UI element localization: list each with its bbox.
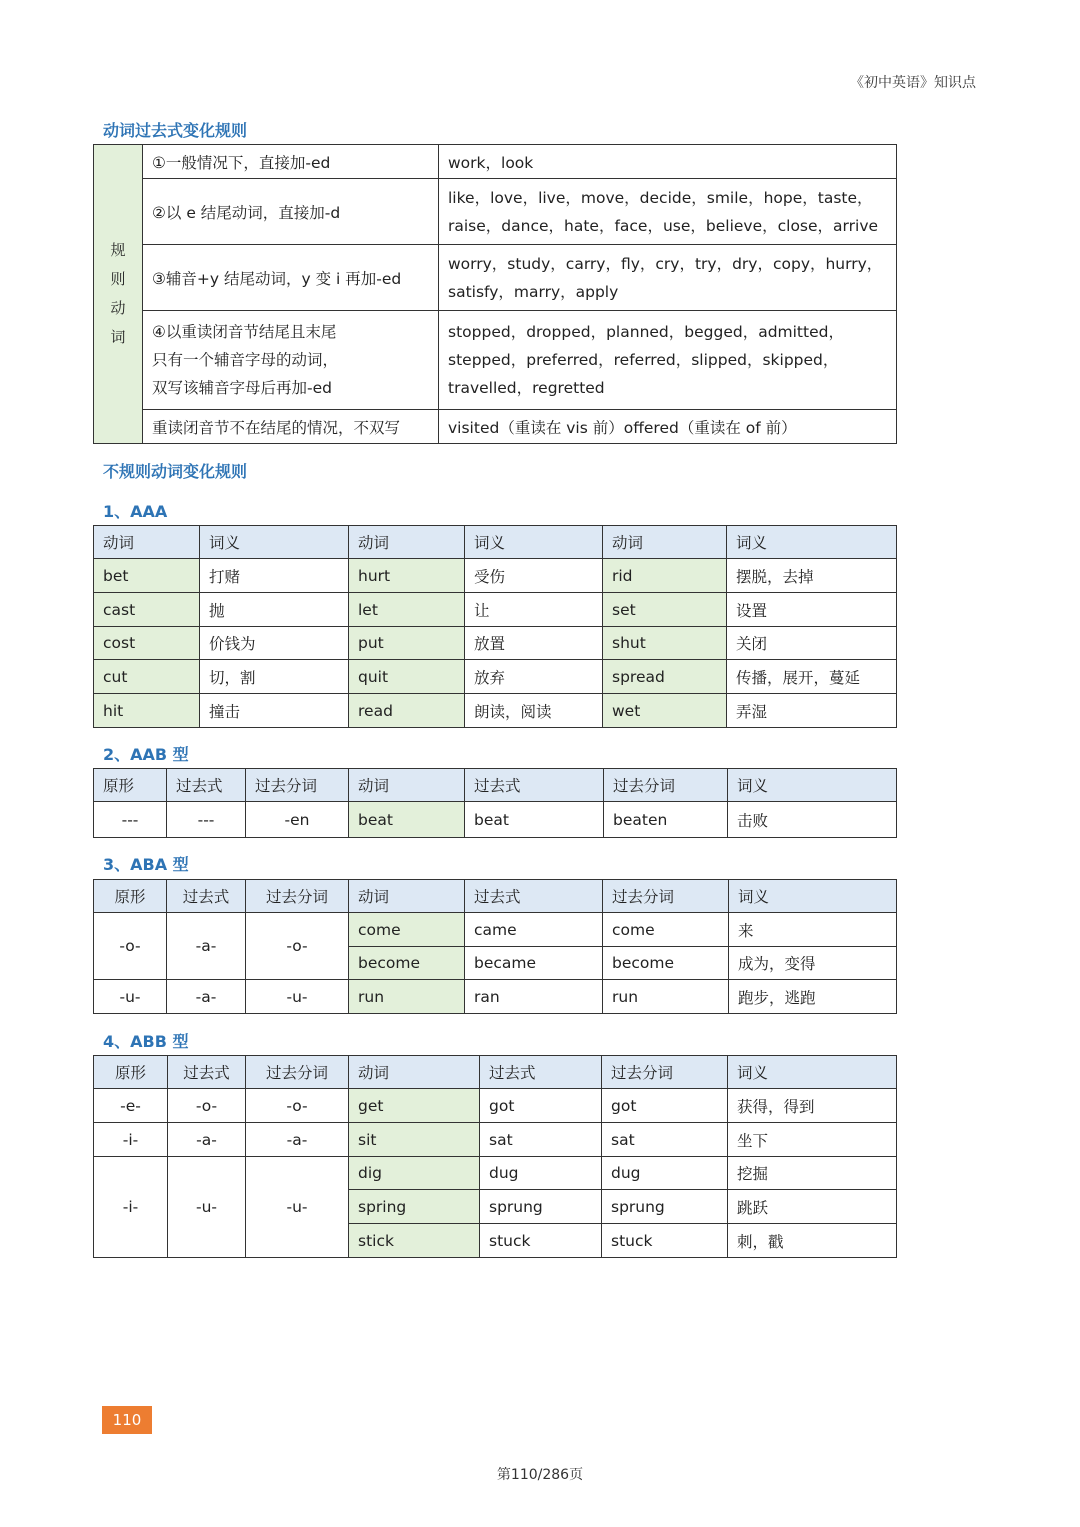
meaning-cell: 坐下 — [728, 1123, 897, 1157]
past-cell: sprung — [480, 1190, 602, 1224]
pattern-cell: -a- — [168, 1123, 246, 1157]
page-footer: 第110/286页 — [496, 1467, 584, 1483]
verb-cell: quit — [349, 660, 465, 694]
title-irregular-rules: 不规则动词变化规则 — [103, 462, 248, 481]
meaning-cell: 价钱为 — [200, 627, 349, 660]
aaa-table — [93, 525, 897, 728]
pattern-cell: -u- — [246, 980, 349, 1014]
pattern-cell: -u- — [246, 1157, 349, 1258]
meaning-cell: 传播，展开，蔓延 — [727, 660, 897, 694]
participle-cell: stuck — [602, 1224, 728, 1258]
title-regular-rules: 动词过去式变化规则 — [103, 121, 248, 140]
table-row — [94, 311, 897, 410]
verb-cell: cost — [94, 627, 200, 660]
pattern-cell: -o- — [246, 1089, 349, 1123]
table-row — [94, 410, 897, 444]
pattern-cell: -u- — [94, 980, 167, 1014]
past-cell: got — [480, 1089, 602, 1123]
header-cell: 原形 — [94, 769, 167, 802]
pattern-cell: -e- — [94, 1089, 168, 1123]
title-aaa: 1、AAA — [103, 502, 168, 521]
header-cell: 动词 — [349, 526, 465, 559]
meaning-cell: 放弃 — [465, 660, 603, 694]
verb-cell: hurt — [349, 559, 465, 593]
verb-cell: put — [349, 627, 465, 660]
past-cell: sat — [480, 1123, 602, 1157]
header-cell: 过去式 — [168, 1056, 246, 1089]
header-cell: 过去分词 — [602, 1056, 728, 1089]
meaning-cell: 来 — [729, 913, 897, 947]
verb-cell: hit — [94, 694, 200, 728]
pattern-cell: -o- — [168, 1089, 246, 1123]
header-cell: 过去分词 — [246, 1056, 349, 1089]
doc-header: 《初中英语》知识点 — [850, 75, 976, 91]
rule-cell: ②以 e 结尾动词，直接加-d — [143, 179, 439, 245]
verb-cell: cut — [94, 660, 200, 694]
example-cell: work，look — [439, 145, 897, 179]
pattern-cell: --- — [94, 802, 167, 838]
meaning-cell: 获得，得到 — [728, 1089, 897, 1123]
verb-cell: dig — [349, 1157, 480, 1190]
header-cell: 动词 — [349, 769, 465, 802]
table-row — [94, 980, 897, 1014]
header-cell: 过去分词 — [603, 880, 729, 913]
table-row — [94, 145, 897, 179]
header-cell: 原形 — [94, 1056, 168, 1089]
aba-table — [93, 879, 897, 1014]
table-header-row — [94, 1056, 897, 1089]
past-cell: beat — [465, 802, 604, 838]
example-cell: visited（重读在 vis 前）offered（重读在 of 前） — [439, 410, 897, 444]
participle-cell: sprung — [602, 1190, 728, 1224]
participle-cell: come — [603, 913, 729, 947]
aab-table — [93, 768, 897, 838]
verb-cell: read — [349, 694, 465, 728]
meaning-cell: 跳跃 — [728, 1190, 897, 1224]
pattern-cell: -o- — [94, 913, 167, 980]
table-row — [94, 660, 897, 694]
meaning-cell: 弄湿 — [727, 694, 897, 728]
header-cell: 词义 — [727, 526, 897, 559]
meaning-cell: 撞击 — [200, 694, 349, 728]
header-cell: 词义 — [728, 1056, 897, 1089]
page-number-badge: 110 — [102, 1406, 152, 1434]
header-cell: 动词 — [94, 526, 200, 559]
header-cell: 过去分词 — [246, 769, 349, 802]
rule-cell: ④以重读闭音节结尾且末尾 只有一个辅音字母的动词， 双写该辅音字母后再加-ed — [143, 311, 439, 410]
meaning-cell: 挖掘 — [728, 1157, 897, 1190]
pattern-cell: --- — [167, 802, 246, 838]
meaning-cell: 成为，变得 — [729, 947, 897, 980]
meaning-cell: 设置 — [727, 593, 897, 627]
header-cell: 动词 — [349, 1056, 480, 1089]
header-cell: 动词 — [349, 880, 465, 913]
participle-cell: got — [602, 1089, 728, 1123]
pattern-cell: -a- — [167, 980, 246, 1014]
verb-cell: shut — [603, 627, 727, 660]
verb-cell: come — [349, 913, 465, 947]
header-cell: 词义 — [729, 880, 897, 913]
regular-verbs-table — [93, 144, 897, 444]
verb-cell: rid — [603, 559, 727, 593]
pattern-cell: -i- — [94, 1123, 168, 1157]
verb-cell: spread — [603, 660, 727, 694]
example-cell: stopped，dropped，planned，begged，admitted，stepped，preferred，referred，slipped，skipped，travelled，regretted — [439, 311, 897, 410]
verb-cell: spring — [349, 1190, 480, 1224]
meaning-cell: 打赌 — [200, 559, 349, 593]
title-abb: 4、ABB 型 — [103, 1032, 189, 1051]
header-cell: 过去分词 — [604, 769, 728, 802]
verb-cell: wet — [603, 694, 727, 728]
rule-cell: 重读闭音节不在结尾的情况，不双写 — [143, 410, 439, 444]
table-row — [94, 245, 897, 311]
pattern-cell: -u- — [168, 1157, 246, 1258]
table-header-row — [94, 769, 897, 802]
table-row — [94, 1157, 897, 1190]
regular-side-label: 规 则 动 词 — [94, 145, 143, 444]
pattern-cell: -a- — [246, 1123, 349, 1157]
verb-cell: become — [349, 947, 465, 980]
participle-cell: beaten — [604, 802, 728, 838]
abb-table — [93, 1055, 897, 1258]
verb-cell: stick — [349, 1224, 480, 1258]
verb-cell: let — [349, 593, 465, 627]
past-cell: came — [465, 913, 603, 947]
meaning-cell: 受伤 — [465, 559, 603, 593]
table-row — [94, 1123, 897, 1157]
title-aba: 3、ABA 型 — [103, 855, 189, 874]
table-header-row — [94, 526, 897, 559]
participle-cell: run — [603, 980, 729, 1014]
rule-cell: ③辅音+y 结尾动词，y 变 i 再加-ed — [143, 245, 439, 311]
meaning-cell: 朗读，阅读 — [465, 694, 603, 728]
header-cell: 词义 — [200, 526, 349, 559]
meaning-cell: 放置 — [465, 627, 603, 660]
table-row — [94, 593, 897, 627]
past-cell: dug — [480, 1157, 602, 1190]
past-cell: became — [465, 947, 603, 980]
meaning-cell: 让 — [465, 593, 603, 627]
header-cell: 原形 — [94, 880, 167, 913]
example-cell: like，love，live，move，decide，smile，hope，taste，raise，dance，hate，face，use，believe，close，arrive — [439, 179, 897, 245]
meaning-cell: 关闭 — [727, 627, 897, 660]
table-header-row — [94, 880, 897, 913]
meaning-cell: 跑步，逃跑 — [729, 980, 897, 1014]
participle-cell: sat — [602, 1123, 728, 1157]
table-row — [94, 559, 897, 593]
example-cell: worry，study，carry，fly，cry，try，dry，copy，hurry，satisfy，marry，apply — [439, 245, 897, 311]
rule-cell: ①一般情况下，直接加-ed — [143, 145, 439, 179]
header-cell: 过去式 — [465, 769, 604, 802]
verb-cell: set — [603, 593, 727, 627]
table-row — [94, 627, 897, 660]
table-row — [94, 179, 897, 245]
header-cell: 过去式 — [167, 880, 246, 913]
verb-cell: run — [349, 980, 465, 1014]
verb-cell: get — [349, 1089, 480, 1123]
pattern-cell: -a- — [167, 913, 246, 980]
verb-cell: bet — [94, 559, 200, 593]
header-cell: 过去式 — [465, 880, 603, 913]
header-cell: 过去分词 — [246, 880, 349, 913]
meaning-cell: 击败 — [728, 802, 897, 838]
pattern-cell: -i- — [94, 1157, 168, 1258]
header-cell: 过去式 — [167, 769, 246, 802]
meaning-cell: 切，割 — [200, 660, 349, 694]
past-cell: ran — [465, 980, 603, 1014]
participle-cell: dug — [602, 1157, 728, 1190]
header-cell: 词义 — [465, 526, 603, 559]
table-row — [94, 1089, 897, 1123]
pattern-cell: -en — [246, 802, 349, 838]
header-cell: 词义 — [728, 769, 897, 802]
participle-cell: become — [603, 947, 729, 980]
title-aab: 2、AAB 型 — [103, 745, 189, 764]
verb-cell: sit — [349, 1123, 480, 1157]
table-row — [94, 913, 897, 947]
verb-cell: cast — [94, 593, 200, 627]
meaning-cell: 刺，戳 — [728, 1224, 897, 1258]
table-row — [94, 694, 897, 728]
header-cell: 过去式 — [480, 1056, 602, 1089]
past-cell: stuck — [480, 1224, 602, 1258]
header-cell: 动词 — [603, 526, 727, 559]
pattern-cell: -o- — [246, 913, 349, 980]
meaning-cell: 抛 — [200, 593, 349, 627]
table-row — [94, 802, 897, 838]
meaning-cell: 摆脱，去掉 — [727, 559, 897, 593]
verb-cell: beat — [349, 802, 465, 838]
